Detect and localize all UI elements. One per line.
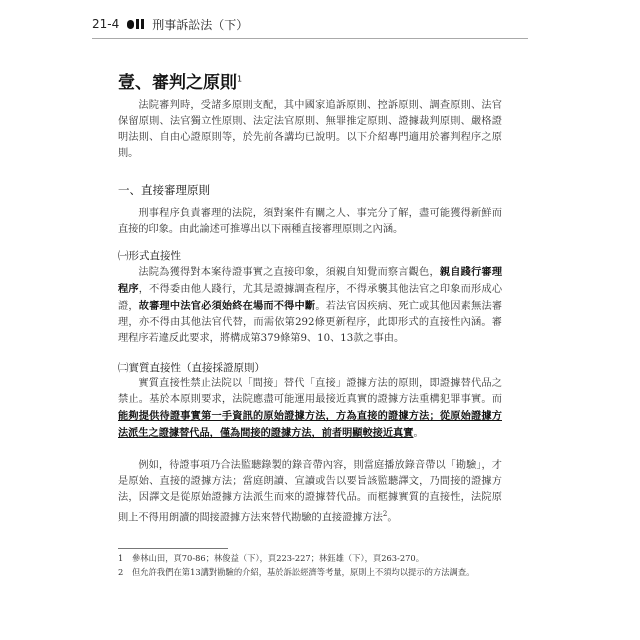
underlined-emphasis: 能夠提供待證事實第一手資訊的原始證據方法，方為直接的證據方法；從原始證據方法派生之證據替代品，僅為間接的證據方法，前者明顯較接近真實 bbox=[118, 410, 502, 439]
formal-directness-paragraph: 法院為獲得對本案待證事實之直接印象，須親自知覺而察言觀色，親自踐行審理程序，不得委由他人踐行，尤其是證據調查程序，不得承襲其他法官之印象而形成心證，故審理中法官必須始終在場而不得中斷。若法官因疾病、死亡或其他因素無法審理，亦不得由其他法官代替，而需依第292條更新程序，此即形式的直接性內涵。審理程序若違反此要求，將構成第379條第9、10、13款之事由。 bbox=[118, 266, 503, 344]
running-header bbox=[92, 14, 248, 34]
book-title: 刑事訴訟法（下） bbox=[152, 17, 249, 32]
page-number: 21-4 bbox=[92, 17, 120, 31]
emphasis-text: 故審理中法官必須始終在場而不得中斷 bbox=[138, 300, 316, 312]
emphasis-text: 親自踐行審理程序 bbox=[118, 266, 503, 295]
direct-trial-intro: 刑事程序負責審理的法院，須對案件有關之人、事完分了解，盡可能獲得新鮮而直接的印象。由此論述可推導出以下兩種直接審理原則之內涵。 bbox=[118, 208, 502, 235]
footnote-2: 2 但允許我們在第13講對勘驗的介紹，基於訴訟經濟等考量，原則上不須均以提示的方法調查。 bbox=[118, 567, 475, 577]
direct-trial-heading: 一、直接審理原則 bbox=[118, 183, 210, 197]
substantive-directness-paragraph: 實質直接性禁止法院以「間接」替代「直接」證據方法的原則，即證據替代品之禁止。基於本原則要求，法院應盡可能運用最接近真實的證據方法重構犯罪事實。而能夠提供待證事實第一手資訊的原始證據方法，方為直接的證據方法；從原始證據方法派生之證據替代品，僅為間接的證據方法，前者明顯較接近真實。 bbox=[118, 378, 502, 439]
footnote-divider bbox=[118, 548, 228, 549]
chapter-mark-icon bbox=[127, 19, 144, 29]
footnote-ref-1: 1 bbox=[237, 74, 243, 84]
example-paragraph: 例如，待證事項乃合法監聽錄製的錄音帶內容，則當庭播放錄音帶以「勘驗」，才是原始、直接的證據方法；當庭朗讀、宣讀或告以要旨該監聽譯文，乃間接的證據方法，因譯文是從原始證據方法派生而來的證據替代品。而框據實質的直接性，法院原則上不得用朗讀的間接證據方法來替代勘驗的直接證據方法$^2$。 bbox=[118, 460, 502, 524]
intro-paragraph: 法院審判時，受諸多原則支配，其中國家追訴原則、控訴原則、調查原則、法官保留原則、法官獨立性原則、法定法官原則、無罪推定原則、證據裁判原則、嚴格證明法則、自由心證原則等，於先前各講均已說明。以下介紹專門適用於審判程序之原則。 bbox=[118, 100, 502, 159]
footnote-1: 1 參林山田，頁70-86；林俊益（下），頁223-227；林鈺雄（下），頁263-270。 bbox=[118, 553, 424, 563]
header-divider bbox=[92, 38, 528, 39]
section-title: 壹、審判之原則$^1$ bbox=[118, 73, 243, 93]
formal-directness-heading: ㈠形式直接性 bbox=[118, 250, 181, 262]
substantive-directness-heading: ㈡實質直接性（直接採證原則） bbox=[118, 362, 265, 374]
footnote-ref-2: 2 bbox=[382, 510, 388, 518]
